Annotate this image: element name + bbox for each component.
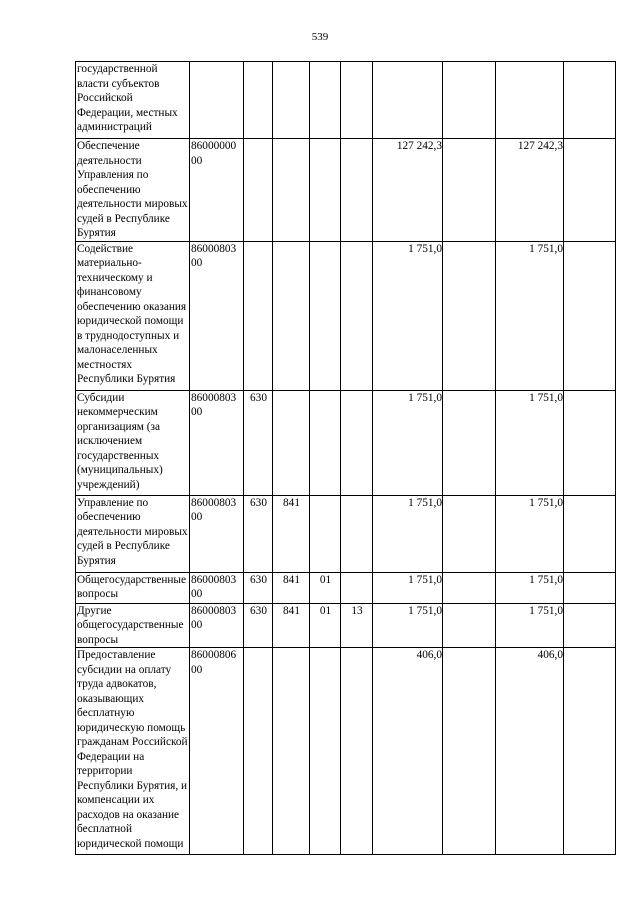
amount-cell: 1 751,0 [373,572,443,603]
amount-cell: 1 751,0 [373,241,443,390]
item-name-cell: Управление по обеспечению деятельности мировых судей в Республике Бурятия [76,495,190,572]
amount-total-cell: 406,0 [496,648,564,855]
amount-change-cell [443,241,496,390]
section-cell [310,241,341,390]
target-article-cell [190,62,244,139]
page-number: 539 [311,31,329,43]
amount-total-cell: 1 751,0 [496,241,564,390]
item-name-cell: Субсидии некоммерческим организациям (за исключением государственных (муниципальных) учреждений) [76,390,190,495]
table-row [76,62,616,139]
amount-change-cell [443,603,496,648]
amount-change-cell [443,139,496,242]
amount-cell: 1 751,0 [373,390,443,495]
target-article-cell: 86000803 00 [190,603,244,648]
section-cell: 01 [310,572,341,603]
expense-type-cell: 630 [244,390,273,495]
table-row [76,390,616,495]
expense-type-cell [244,648,273,855]
department-code-cell [273,390,310,495]
table-row [76,495,616,572]
section-cell: 01 [310,603,341,648]
expense-type-cell [244,241,273,390]
subsection-cell [341,495,373,572]
section-cell [310,390,341,495]
target-article-cell: 86000806 00 [190,648,244,855]
department-code-cell: 841 [273,495,310,572]
item-name-cell: Другие общегосударственные вопросы [76,603,190,648]
subsection-cell [341,390,373,495]
budget-table [75,61,616,855]
amount-change-cell [443,495,496,572]
target-article-cell: 86000803 00 [190,495,244,572]
extra-cell [564,139,616,242]
item-name-cell: Обеспечение деятельности Управления по обеспечению деятельности мировых судей в Республике Бурятия [77,140,188,239]
table-row [76,603,616,648]
subsection-cell [341,139,373,242]
subsection-cell: 13 [341,603,373,648]
extra-cell [564,62,616,139]
item-name-cell: Общегосударственные вопросы [76,572,190,603]
table-row [76,572,616,603]
expense-type-cell: 630 [244,603,273,648]
section-cell [310,495,341,572]
amount-cell: 1 751,0 [373,495,443,572]
expense-type-cell: 630 [244,495,273,572]
section-cell [310,139,341,242]
amount-change-cell [443,572,496,603]
expense-type-cell [244,139,273,242]
extra-cell [564,648,616,855]
target-article-cell: 86000000 00 [190,139,244,242]
department-code-cell [273,648,310,855]
target-article-cell: 86000803 00 [190,241,244,390]
item-name-cell: государственной власти субъектов Российской Федерации, местных администраций [76,62,190,139]
amount-total-cell [496,62,564,139]
item-name-cell: Содействие материально-техническому и финансовому обеспечению оказания юридической помощи в труднодоступных и малонаселенных местностях Республики Бурятия [76,241,190,390]
target-article-cell: 86000803 00 [190,572,244,603]
amount-cell: 127 242,3 [373,139,443,242]
department-code-cell [273,241,310,390]
subsection-cell [341,62,373,139]
extra-cell [564,241,616,390]
department-code-cell: 841 [273,572,310,603]
table-row [76,241,616,390]
expense-type-cell: 630 [244,572,273,603]
extra-cell [564,390,616,495]
amount-change-cell [443,62,496,139]
table-row [76,648,616,855]
amount-cell: 1 751,0 [373,603,443,648]
department-code-cell [273,139,310,242]
amount-total-cell: 1 751,0 [496,390,564,495]
amount-change-cell [443,390,496,495]
department-code-cell [273,62,310,139]
extra-cell [564,603,616,648]
department-code-cell: 841 [273,603,310,648]
item-name-cell: Предоставление субсидии на оплату труда адвокатов, оказывающих бесплатную юридическую помощь гражданам Российской Федерации на территории Республики Бурятия, и компенсации их расходов на оказание бесплатной юридической помощи [76,648,190,855]
amount-total-cell: 1 751,0 [496,603,564,648]
target-article-cell: 86000803 00 [190,390,244,495]
section-cell [310,62,341,139]
amount-change-cell [443,648,496,855]
amount-cell: 406,0 [373,648,443,855]
extra-cell [564,495,616,572]
amount-cell [373,62,443,139]
subsection-cell [341,241,373,390]
subsection-cell [341,648,373,855]
expense-type-cell [244,62,273,139]
table-row [76,139,616,242]
section-cell [310,648,341,855]
amount-total-cell: 1 751,0 [496,495,564,572]
extra-cell [564,572,616,603]
subsection-cell [341,572,373,603]
amount-total-cell: 1 751,0 [496,572,564,603]
amount-total-cell: 127 242,3 [496,139,564,242]
